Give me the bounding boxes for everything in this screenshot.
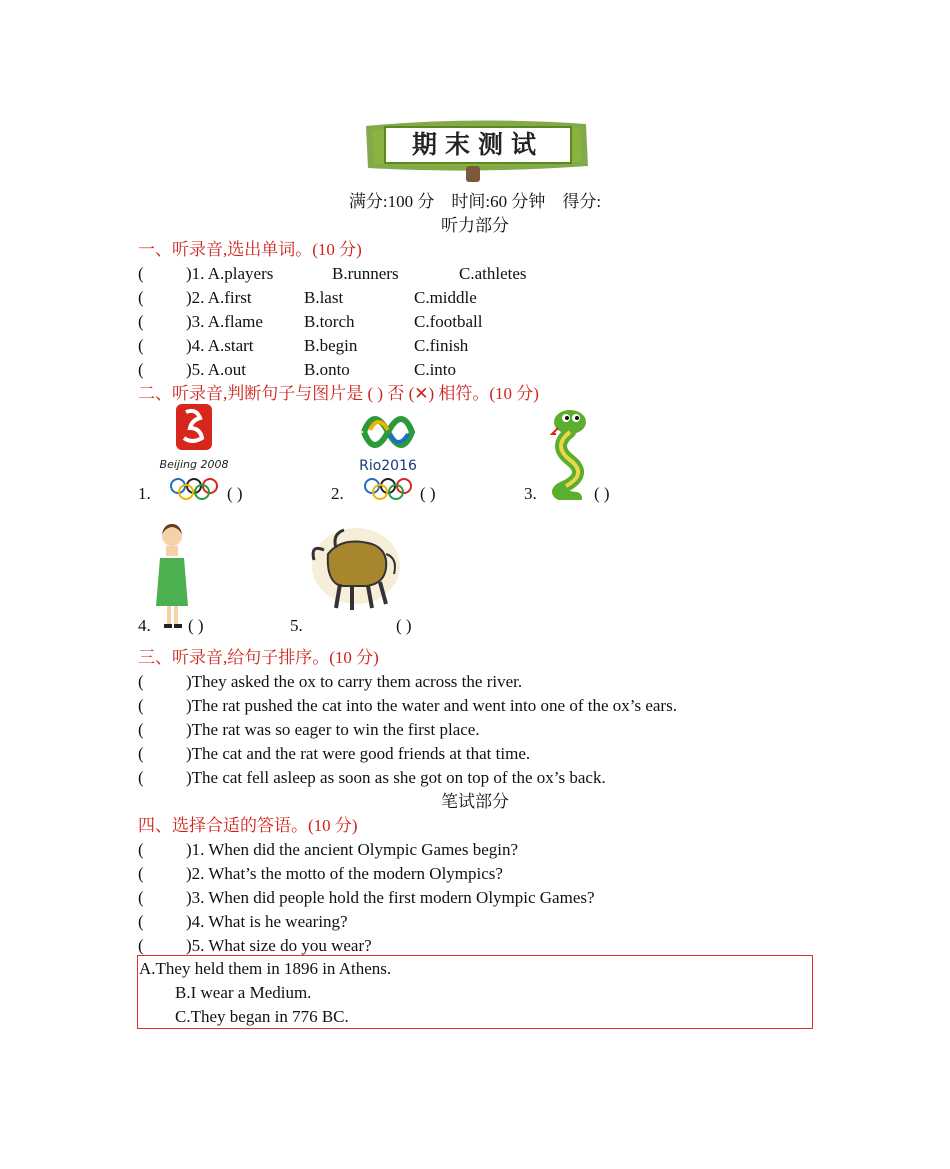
score-info: 满分:100 分 时间:60 分钟 得分: [348, 192, 602, 211]
snake-image [540, 402, 598, 500]
answer-paren[interactable]: ( ) [420, 484, 436, 503]
answer-option: B.I wear a Medium. [175, 983, 312, 1002]
writing-part-label: 笔试部分 [441, 792, 509, 811]
title-banner [362, 116, 590, 186]
answer-paren[interactable]: ( ) [594, 484, 610, 503]
list-item: ( )4. A.start B.begin C.finish [138, 336, 469, 355]
svg-text:Rio2016: Rio2016 [359, 458, 417, 474]
list-item: ( )The rat pushed the cat into the water and went into one of the ox’s ears. [138, 696, 677, 715]
list-item: ( )1. A.players B.runners C.athletes [138, 264, 527, 283]
answer-option: C.They began in 776 BC. [175, 1007, 349, 1026]
listening-part-label: 听力部分 [441, 216, 509, 235]
ox-image [306, 524, 400, 614]
rio-2016-emblem-image [350, 402, 426, 500]
girl-image [154, 522, 190, 632]
list-item: ( )3. A.flame B.torch C.football [138, 312, 483, 331]
picture-row-2: 4. ( ) 5. ( ) [138, 614, 151, 638]
answer-paren[interactable]: ( ) [396, 616, 412, 635]
list-item: ( )1. When did the ancient Olympic Games begin? [138, 840, 519, 859]
list-item: ( )3. When did people hold the first modern Olympic Games? [138, 888, 595, 907]
picture-row-1: 1. ( ) 2. ( ) 3. ( ) [138, 482, 151, 506]
section4-heading: 四、选择合适的答语。(10 分) [138, 816, 358, 835]
svg-text:Beijing 2008: Beijing 2008 [159, 458, 229, 471]
list-item: ( )2. A.first B.last C.middle [138, 288, 477, 307]
section3-heading: 三、听录音,给句子排序。(10 分) [138, 648, 379, 667]
answer-paren[interactable]: ( ) [188, 616, 204, 635]
list-item: ( )They asked the ox to carry them across the river. [138, 672, 523, 691]
list-item: ( )The rat was so eager to win the first place. [138, 720, 480, 739]
list-item: ( )5. What size do you wear? [138, 936, 372, 955]
answer-options-box [137, 955, 813, 1029]
answer-option: A.They held them in 1896 in Athens. [139, 959, 392, 978]
list-item: ( )The cat fell asleep as soon as she got on top of the ox’s back. [138, 768, 606, 787]
list-item: ( )5. A.out B.onto C.into [138, 360, 457, 379]
section1-heading: 一、听录音,选出单词。(10 分) [138, 240, 362, 259]
section2-heading: 二、听录音,判断句子与图片是 ( ) 否 (✕) 相符。(10 分) [138, 384, 539, 403]
answer-paren[interactable]: ( ) [227, 484, 243, 503]
list-item: ( )4. What is he wearing? [138, 912, 348, 931]
page-title: 期末测试 [384, 126, 572, 164]
list-item: ( )The cat and the rat were good friends at that time. [138, 744, 531, 763]
beijing-2008-emblem-image [156, 402, 232, 500]
list-item: ( )2. What’s the motto of the modern Olympics? [138, 864, 503, 883]
